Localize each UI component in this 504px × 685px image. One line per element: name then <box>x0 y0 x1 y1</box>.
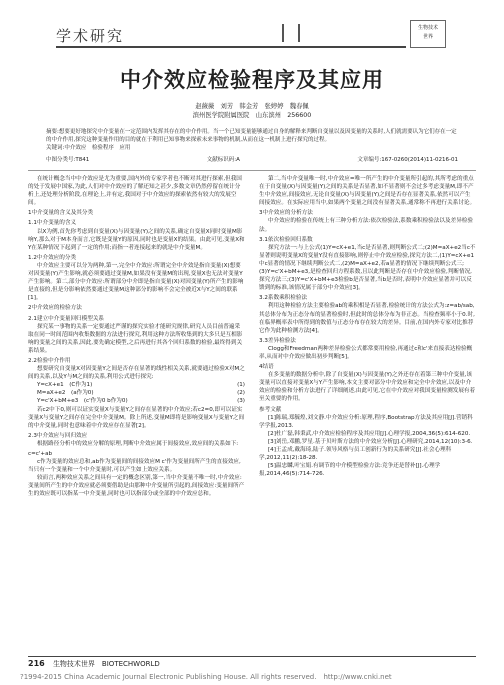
right-column <box>259 175 476 683</box>
paragraph: 在多变量的数据分析中,除了自变量(X)与因变量(Y)之外还存在着第三种中介变量,该变量可以直接对变量X与Y产生影响,本文主要对部分中介效应和完全中介效应,以及中介效应的检验和分析方法进行了详细阐述,由此可见,它在中介效应对我国变量检测发展有着至关重要的作用。 <box>259 372 476 403</box>
paragraph: 探究某一事物的关系一定要通过严谨的探究实验才能研究规律,研究人员目前普遍采取在同一时间范围内收集数据的方法进行探究,利用这种方法所收集到的大多只是互相影响的变量之间的关系,因此,要先确定模型,之后再进行其各个回归系数的检验,最终得到关系结果。 <box>28 323 243 354</box>
section-heading: 2.1建立中介变量回归模型关系 <box>28 315 105 322</box>
reference-item: [3]刘岳,邓鹏,罗星.基于贝叶斯方法的中介效应分析[J].心理研究,2014,12(10):3-6. <box>267 438 473 445</box>
article-title: 中介效应检验程序及其应用 <box>120 67 384 92</box>
section-heading: 3.3差异检验法 <box>259 337 296 344</box>
clc-number: 中图分类号:T841 <box>46 157 90 163</box>
paragraph: 利用这种检验方法主要检验ab的乘积相是否显著,检验统计的方法公式为:z=ab/sab,其总体分布为正态分布的显著检验时,但此时的总体分布为非正态。当检查频率小于0.时,在临界概率表中所得到的数值与正态分布存在较大的差异。目前,在国内外专家对比推荐它作为此种检测方法[4]。 <box>259 303 475 334</box>
section-heading: 参考文献 <box>259 406 282 413</box>
equation-number: (2) <box>237 390 245 397</box>
section-heading: 1中介变量的含义及其分类 <box>28 210 94 217</box>
page-footer <box>28 656 476 669</box>
paragraph: 探究方法一:与上公式(1)Y=cX+e1,当c是否显著,则判断公式二;(2)M=aX+e2当c不显著则说明变量X的变量Y没有直接影响,则停止中介效应检验,探究方法二,(1)Y=cX+e1中c显著的情况下继续判断公式二,(2)M=aX+e2,若a显著的情况下继续判断公式三;(3)Y=c'X+bM+e3,是检查回归方程系数,且以此判断是否存在中介效应检验,判断情况,探究方法三;(3)Y=c'X+bM+e3检验b是否显著,当b是否时,表明中介效应显著并可以反馈到的标准,该情况属于部分中介效应[3]。 <box>259 244 476 292</box>
equation-number: (3) <box>237 398 245 405</box>
paragraph: 较而言,两种效应关系之间具有一定的概念区别,第一,当中介变量不唯一时,中介效应:变量间所产生的中介效应就必须要借助是由那种中介变量所引起的,间接效应:变量间所产生的效应既可以指某一中介变量,同时也可以指部分或全部的中介效应总和。 <box>28 475 245 498</box>
paragraph: 中介效应的检验在传统上有三种分析方法:依次检验法,系数乘积检验法以及差异检验法。 <box>259 218 473 233</box>
section-heading: 2.2检验中介作用 <box>28 357 71 364</box>
equation-expr: Y=c'X+bM+e3 (c'作为0 b作为0) <box>36 398 128 405</box>
section-label: 学术研究 <box>56 27 125 45</box>
copyright-line: ?1994-2015 China Academic Journal Electronic Publishing House. All rights reserved. http://www.cnki.net <box>20 673 392 681</box>
section-heading: 1.2中介效应的分类 <box>28 254 77 261</box>
affiliation: 滨州医学院附属医院 山东滨州 256600 <box>192 112 312 119</box>
paragraph: 中介效应主要可以分为两种,第一,完全中介效应:所谓完全中介效是指自变量(X)想要对因变量(Y)产生影响,就必须要通过变量M,如果没有变量M的出现,变量X也无法对变量Y产生影响。第二,部分中介效应:所谓部分中介即是指自变量(X)对因变量(Y)所产生的影响是直接的,但是分影响依然要通过变量M这种部分的影响不会完全被近X与Y之间的联系[1]。 <box>28 262 244 302</box>
equation-expr: Y=cX+e1 (C作为1) <box>36 382 93 389</box>
reference-item: [1]陈瑞,郑毓煌,刘文静.中介效应分析:原理,程序,Bootstrap方法及其应用[J].营销科学学报,2013. <box>259 414 473 429</box>
paragraph: 根据路径分析中的效应分解的原理,判断中介效应属于间接效应,效应间的关系如下: <box>36 440 239 447</box>
section-heading: 2中介效应的检验方法 <box>28 305 82 312</box>
journal-logo: 生物技术 世界 <box>410 20 446 48</box>
abstract-divider <box>28 170 476 171</box>
paragraph: 以X为例,首先你考虑到自变量(X)与因变量(Y)之间的关系,确定自变量X同时变量M影响Y,那么对于M本身而言,它既是变量Y的原因,同时也是变量X的结果。由此可见,变量X和Y在某种情况下起到了一定的作用;而指一者连接起来的就是中介变量M。 <box>28 228 245 251</box>
page-number: 216 <box>28 659 45 668</box>
article-number: 文章编号:167-0260(2014)11-0216-01 <box>357 157 458 163</box>
paragraph: 第二,当中介变量唯一时,中介效应=唯一所产生的中介变量所引起的,其所考虑的重点在于自变量(X)与因变量(Y)之间的关系是否显著,如不显著则不会过多考虑变量M,即不产生中介效应,间接效应,无论自变量(X)与因变量(Y)之间是否存在显著关系,依然可以产生间接效应。在实际应用当中,如果两个变量之间没有显著关系,通常称不再进行关系讨论。 <box>259 176 476 207</box>
paragraph: 若c2中下0,则可以证实变量X与变量Y之间存在显著的中介效应;若c2=0,即可以证实变量X与变量Y之间存在完全中介变量M。除上所述,变量M即将是影响变量X与变量Y之间的中介变量,同时也意味着中介效应存在显著[2]。 <box>28 406 245 429</box>
section-heading: 3.1依次检验回归系数 <box>259 236 313 243</box>
left-column <box>28 175 245 683</box>
equation-expr: M=aX+e2 (a作为0) <box>36 390 94 397</box>
equation-number: (1) <box>237 382 245 389</box>
paragraph: c作为变量的效应总和,ab作为变量间的间接效应M c'作为变量间所产生的直接效应,当只有一个变量和一个中介变量时,可以产生如上效应关系。 <box>28 459 241 474</box>
equation <box>28 389 245 397</box>
section-heading: 3中介效应的分析方法 <box>259 210 313 217</box>
header-rule <box>56 46 406 48</box>
equation <box>28 381 245 389</box>
section-heading: 1.1中介变量的含义 <box>28 220 77 227</box>
paragraph: Clogg和Freedman两种差异检验公式都常要用检验,再通过c和c'来直接表达检验概率,从而对中介效应做出初步判断[5]。 <box>259 345 473 360</box>
keywords: 关键词:中介效应 检验程序 应用 <box>46 145 131 151</box>
paragraph: 在统计概念当中中介效应是尤为重要,国内外的专家学者也不断对其进行探索,但我国的处于发展中国家,为此,人们对中介效应的了解还知之甚少,多数文章仍然停留在统计分析上,还处理分析阶段,在理论上,并有定,我国对于中介效应的探索依然有较大的发展空间。 <box>28 176 242 207</box>
reference-item: [5]温忠麟,叶宝娟.有调节的中介模型检验方法:竞争还是替补[J].心理学报,2014,46(5):714-726. <box>259 463 441 478</box>
author-list: 赵薇薇 刘芳 韩金芳 张婷婷 魏春佩 <box>195 103 309 110</box>
header-bars-ornament <box>282 24 300 42</box>
reference-item: [2]杜广磊,韩秉武,中介效应检验程序及其应用[J].心理学报,2004,36(5):614-620. <box>267 430 471 437</box>
paragraph: 想要研究自变量X对因变量Y之间是否存在显著的线性相关关系,就要通过检验X对M之间的关系,以及Y与M之间的关系,利用公式进行探究: <box>28 366 245 381</box>
abstract-text: 摘要:想要更好地探究中介变量在一定范围内发挥其存在的中介作用。当一个已知变量能够通过自身的解释来判断自变量以及因变量的关系时,人们就需要认为它们存在一定的中介作用,探究这种变量作用的目的就在于利用已知事物来探索未来事物的机制,从而在这一机制上进行探究的过程。 <box>46 129 457 143</box>
equation <box>28 397 245 405</box>
document-code: 文献标识码:A <box>206 157 240 163</box>
body-columns <box>28 175 476 683</box>
section-heading: 2.3中介效应与回归效应 <box>28 432 88 439</box>
section-heading: 4结语 <box>259 364 274 371</box>
journal-name: 生物技术世界 BIOTECHWORLD <box>52 660 160 668</box>
abstract <box>46 128 458 152</box>
classification-row <box>46 156 458 164</box>
section-heading: 3.2系数乘积检验法 <box>259 295 308 302</box>
formula-line: c=c'+ab <box>28 451 53 457</box>
running-header <box>28 0 476 60</box>
reference-item: [4]王孟成,戴海琦,陆子.领导风格与员工创新行为的关系研究[J].社会心理科学,2012,11(2):18-28. <box>259 447 452 462</box>
